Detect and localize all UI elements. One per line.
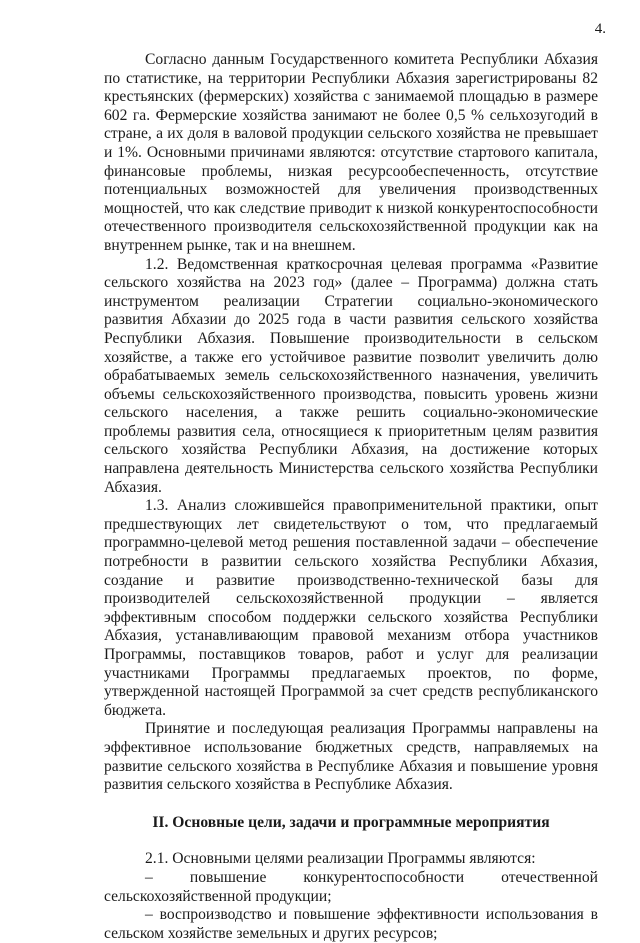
list-item-competitiveness: – повышение конкурентоспособности отечественной сельскохозяйственной продукции; [104, 868, 598, 905]
page-number: 4. [594, 21, 606, 37]
list-item-reproduction: – воспроизводство и повышение эффективности использования в сельском хозяйстве земельных и других ресурсов; [104, 906, 598, 942]
paragraph-1-2-program: 1.2. Ведомственная краткосрочная целевая программа «Развитие сельского хозяйства на 2023 год» (далее – Программа) должна стать инструментом реализации Стратегии социально-экономического развития Абхазии до 2025 года в части развития сельского хозяйства Республики Абхазия. Повышение производительности в сельском хозяйстве, а также его устойчивое развитие позволит увеличить долю обрабатываемых земель сельскохозяйственного назначения, увеличить объемы сельскохозяйственного производства, повысить уровень жизни сельского населения, а также решить социально-экономические проблемы развития села, относящиеся к приоритетным целям развития сельского хозяйства Республики Абхазия, на достижение которых направлена деятельность Министерства сельского хозяйства Республики Абхазия. [104, 255, 598, 496]
paragraph-budget-efficiency: Принятие и последующая реализация Программы направлены на эффективное использование бюджетных средств, направляемых на развитие сельского хозяйства в Республике Абхазия и повышение уровня развития сельского хозяйства в Республике Абхазия. [104, 720, 598, 794]
paragraph-farms-statistics: Согласно данным Государственного комитета Республики Абхазия по статистике, на территории Республики Абхазия зарегистрированы 82 крестьянских (фермерских) хозяйства с занимаемой площадью в размере 602 га. Фермерские хозяйства занимают не более 0,5 % сельхозугодий в стране, а их доля в валовой продукции сельского хозяйства не превышает и 1%. Основными причинами являются: отсутствие стартового капитала, финансовые проблемы, низкая ресурсообеспеченность, отсутствие потенциальных возможностей для увеличения производственных мощностей, что как следствие приводит к низкой конкурентоспособности отечественного производителя сельскохозяйственной продукции как на внутреннем рынке, так и на внешнем. [104, 51, 598, 254]
paragraph-2-1-goals: 2.1. Основными целями реализации Программы являются: [145, 850, 536, 868]
document-body [104, 51, 598, 943]
paragraph-1-3-analysis: 1.3. Анализ сложившейся правоприменительной практики, опыт предшествующих лет свидетельствуют о том, что предлагаемый программно-целевой метод решения поставленной задачи – обеспечение потребности в развитии сельского хозяйства Республики Абхазия, создание и развитие производственно-технической базы для производителей сельскохозяйственной продукции – является эффективным способом поддержки сельского хозяйства Республики Абхазия, устанавливающим правовой механизм отбора участников Программы, поставщиков товаров, работ и услуг для реализации участниками Программы предлагаемых проектов, по форме, утвержденной настоящей Программой за счет средств республиканского бюджета. [104, 497, 598, 719]
section-heading: II. Основные цели, задачи и программные мероприятия [152, 813, 550, 831]
